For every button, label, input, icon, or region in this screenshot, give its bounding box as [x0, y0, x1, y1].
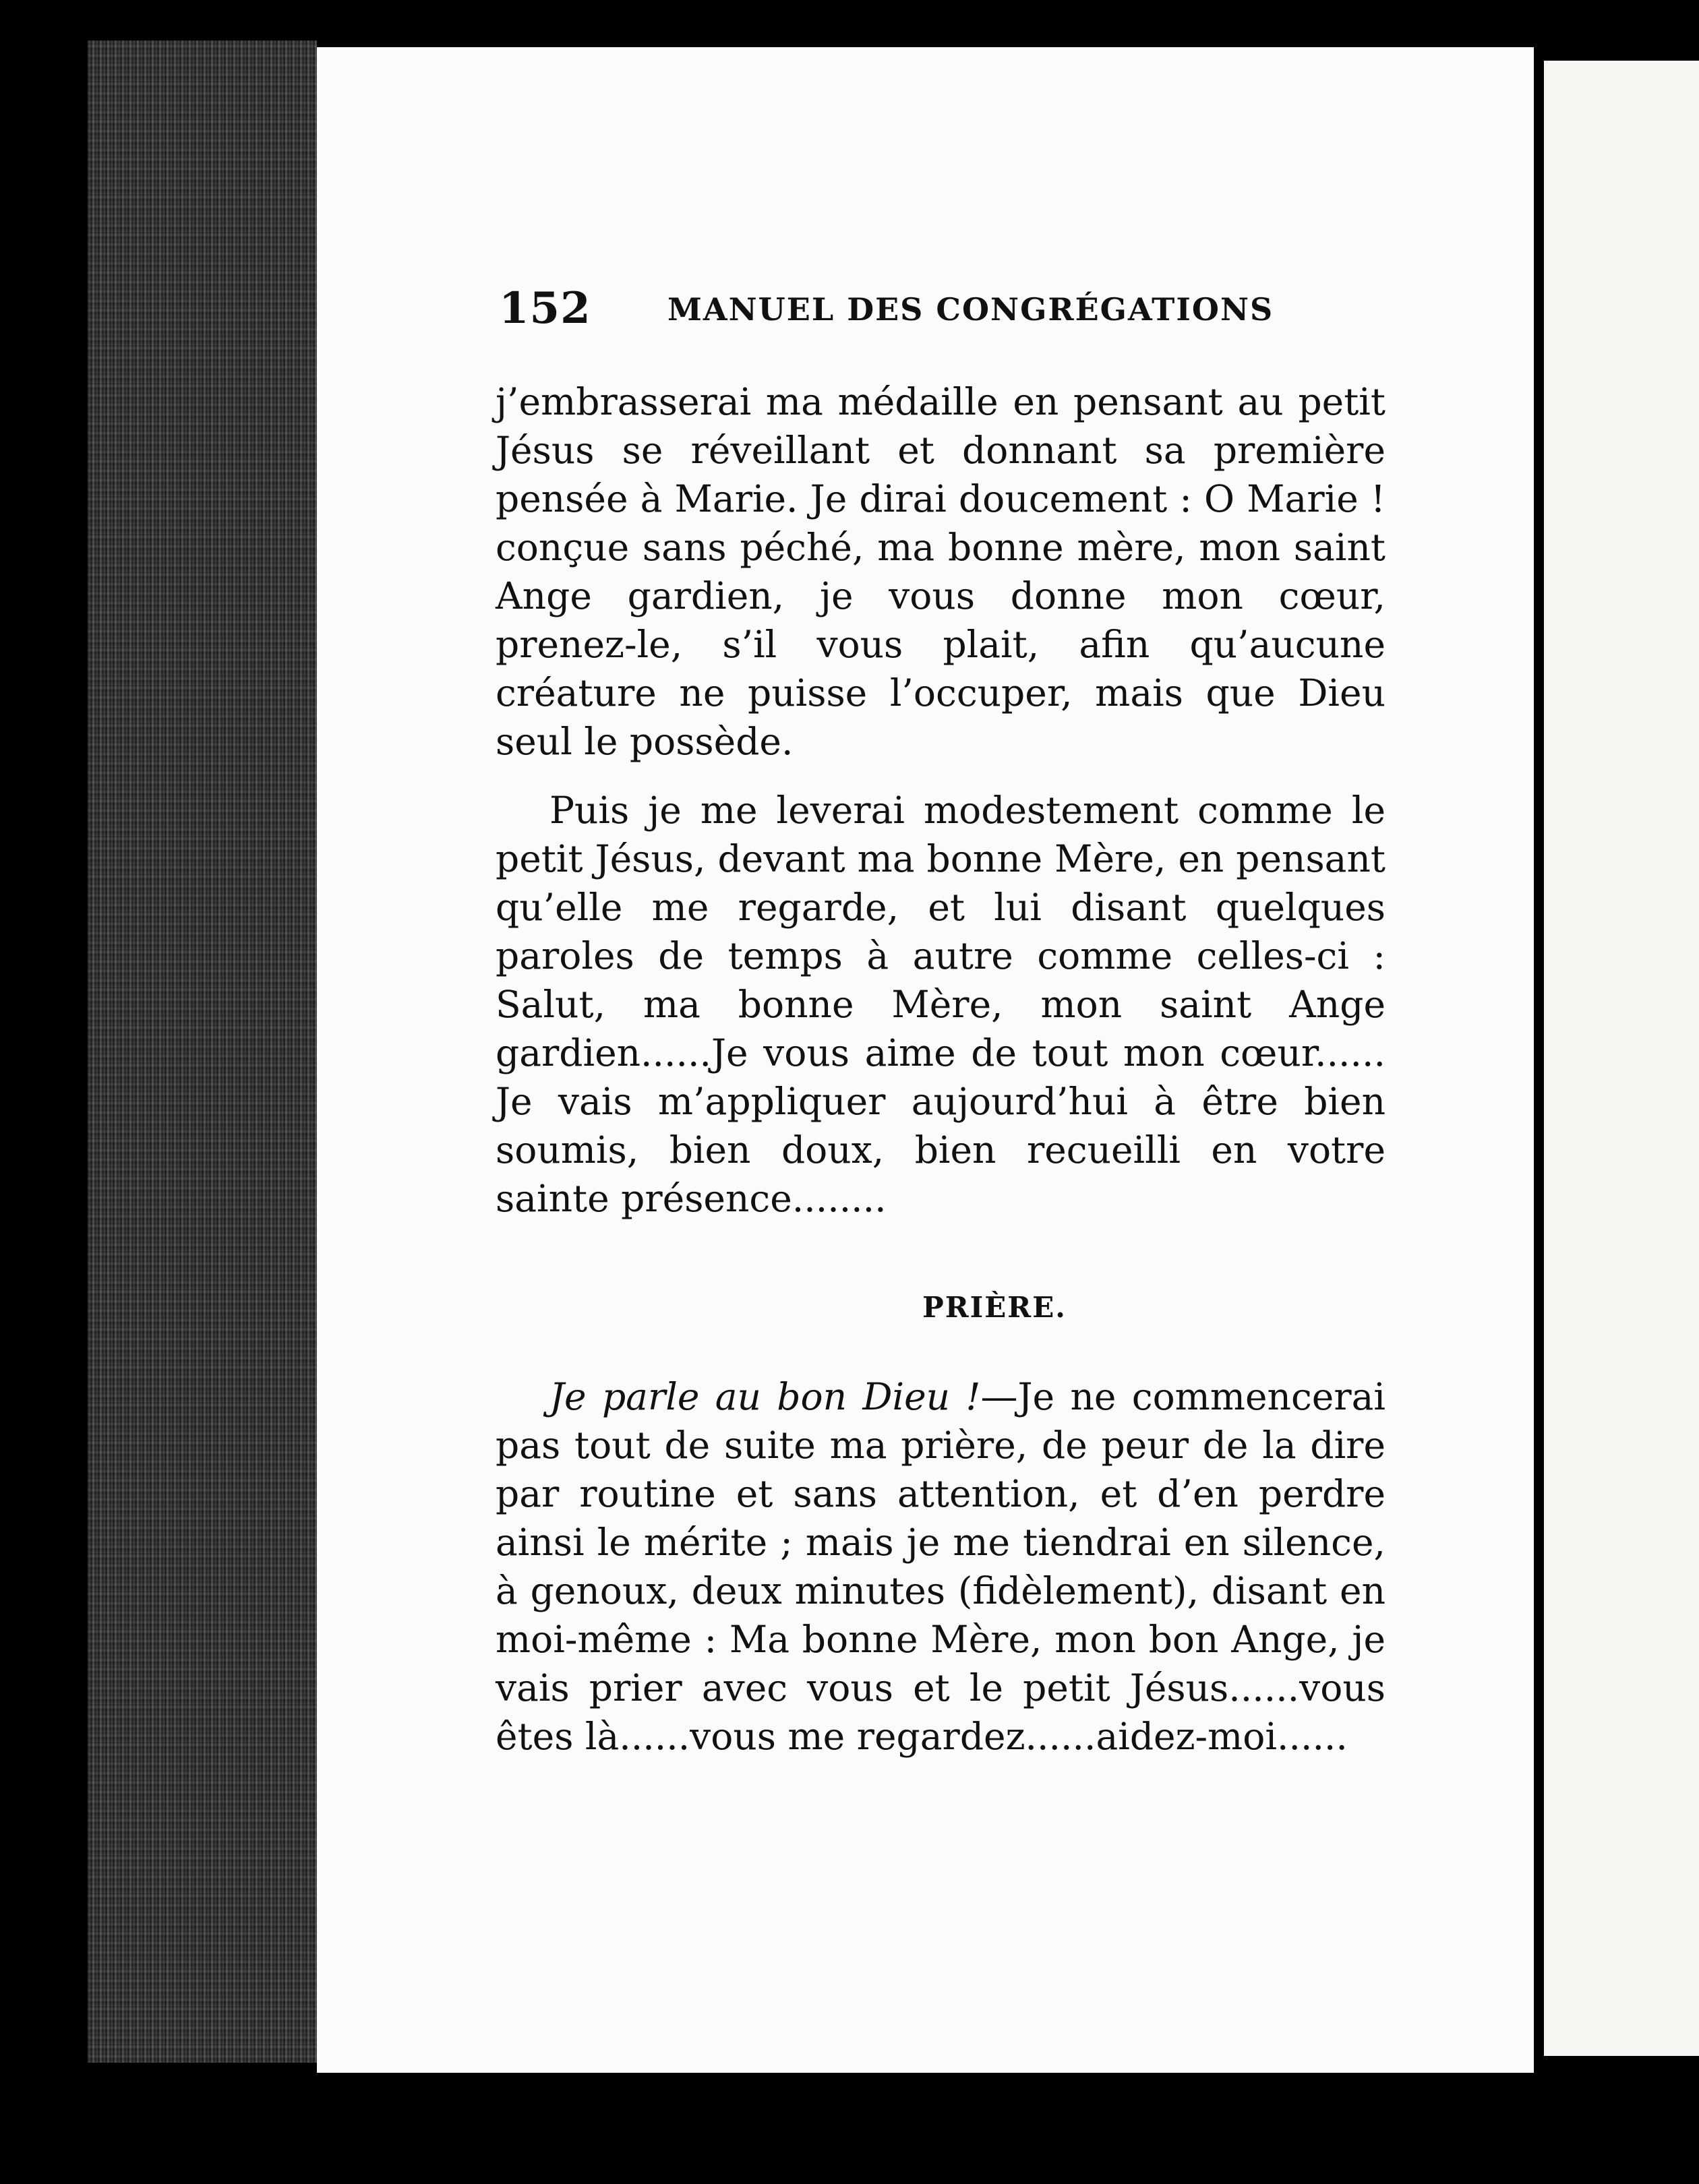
paragraph-3: [496, 1372, 1385, 1761]
section-heading: PRIÈRE.: [922, 1291, 1067, 1324]
paragraph-2: Puis je me leverai modestement comme le petit Jésus, devant ma bonne Mère, en pensant qu’elle me regarde, et lui disant quelques paroles de temps à autre comme celles-ci : Salut, ma bonne Mère, mon saint Ange gardien......Je vous aime de tout mon cœur...... Je vais m’appliquer aujourd’hui à être bien soumis, bien doux, bien recueilli en votre sainte présence........: [496, 789, 1385, 1220]
page-header: [499, 283, 1274, 337]
paragraph-3-italic-lead: Je parle au bon Dieu !: [549, 1375, 981, 1418]
facing-page-edge: [1544, 61, 1699, 2056]
book-page-edges: [88, 40, 317, 2063]
body-text: [496, 377, 1385, 1761]
paragraph-1: j’embrasserai ma médaille en pensant au petit Jésus se réveillant et donnant sa première pensée à Marie. Je dirai doucement : O Marie ! conçue sans péché, ma bonne mère, mon saint Ange gardien, je vous donne mon cœur, prenez-le, s’il vous plait, afin qu’aucune créature ne puisse l’occuper, mais que Dieu seul le possède.: [496, 380, 1385, 763]
paragraph-3-text: —Je ne commencerai pas tout de suite ma prière, de peur de la dire par routine et sans attention, et d’en perdre ainsi le mérite ; mais je me tiendrai en silence, à genoux, deux minutes (fidèlement), disant en moi-même : Ma bonne Mère, mon bon Ange, je vais prier avec vous et le petit Jésus......vous êtes là......vous me regardez......aidez-moi......: [496, 1375, 1385, 1758]
running-title: MANUEL DES CONGRÉGATIONS: [667, 291, 1274, 328]
page-number: 152: [499, 283, 591, 334]
